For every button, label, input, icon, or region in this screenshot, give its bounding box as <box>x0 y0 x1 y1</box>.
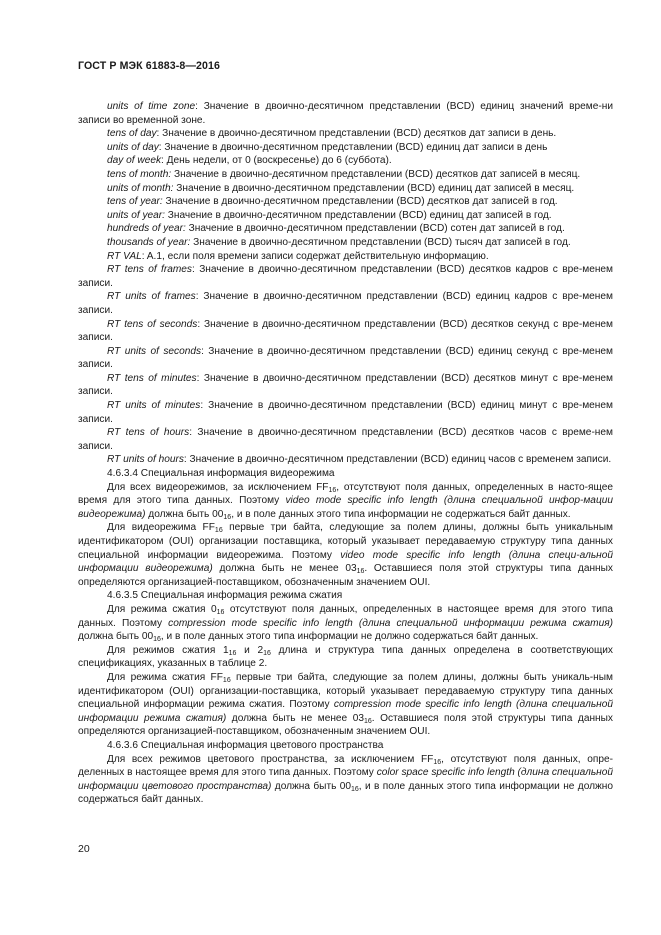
text-run: 16 <box>222 676 231 684</box>
text-run: Для режима сжатия FF <box>107 671 223 683</box>
term-italic: tens of day <box>107 128 157 140</box>
paragraph <box>78 141 613 155</box>
text-run: должна быть 00 <box>145 508 224 520</box>
paragraph <box>78 154 613 168</box>
paragraph <box>78 753 613 807</box>
paragraph <box>78 168 613 182</box>
term-italic: RT units of seconds <box>107 345 202 357</box>
term-italic: compression mode specific info length (длина специальной информации режима сжатия) <box>168 617 613 629</box>
term-italic: RT tens of minutes <box>107 372 197 384</box>
text-run: Значение в двоично-десятичном представлении (BCD) тысяч дат записей в год. <box>190 236 571 248</box>
text-run: : Значение в двоично-десятичном представлении (BCD) единиц секунд с вре-менем записи. <box>78 345 613 371</box>
paragraph <box>78 127 613 141</box>
paragraph <box>78 399 613 426</box>
text-run: , и в поле данных этого типа информации не содержаться байт данных. <box>231 508 571 520</box>
term-italic: units of month: <box>107 182 174 194</box>
text-run: : День недели, от 0 (воскресенье) до 6 (суббота). <box>161 155 392 167</box>
text-run: 16 <box>153 636 161 644</box>
text-run: Значение в двоично-десятичном представлении (BCD) десятков дат записей в год. <box>162 196 558 208</box>
term-italic: RT units of frames <box>107 291 196 303</box>
text-run: . Оставшиеся поля этой структуры типа данных определяются организацией-поставщиком, обозначенным значением OUI. <box>78 563 613 588</box>
text-run: : Значение в двоично-десятичном представлении (BCD) десятков кадров с вре-менем записи. <box>78 264 614 289</box>
term-italic: color space specific info length (длина специальной информации цветового пространства) <box>78 767 613 792</box>
text-run: . Оставшиеся поля этой структуры типа данных определяются организацией-поставщиком, обозначенным значением OUI. <box>78 712 613 738</box>
text-run: 16 <box>223 513 232 521</box>
paragraph <box>78 372 613 399</box>
term-italic: tens of month: <box>107 168 172 180</box>
term-italic: compression mode specific info length (длина специальной информации режима сжатия) <box>78 699 613 724</box>
paragraph <box>78 182 613 196</box>
text-run: должна быть 00 <box>78 631 154 643</box>
text-run: : Значение в двоично-десятичном представлении (BCD) единиц минут с вре-менем записи. <box>78 400 613 425</box>
paragraph <box>78 222 613 236</box>
text-run: Значение в двоично-десятичном представлении (BCD) единиц дат записей в месяц. <box>173 182 575 194</box>
text-run: , и в поле данных этого типа информации не должно содержаться байт данных. <box>160 631 539 643</box>
text-run: 16 <box>363 717 372 725</box>
text-run: : Значение в двоично-десятичном представлении (BCD) десятков часов с време-нем записи. <box>78 427 613 452</box>
text-run: : Значение в двоично-десятичном представлении (BCD) единиц значений време-ни записи во временной зоне. <box>78 101 613 126</box>
term-italic: RT units of minutes <box>107 400 201 412</box>
text-run: и 2 <box>236 644 264 656</box>
text-run: отсутствуют поля данных, определенных в настоящее время для этого типа данных. Поэтому <box>78 603 613 629</box>
term-italic: units of year: <box>107 209 165 221</box>
term-italic: video mode specific info length (длина специ-альной информации видеорежима) <box>78 549 613 575</box>
text-run: 16 <box>356 568 365 576</box>
text-run: 16 <box>263 649 271 657</box>
text-run: 16 <box>214 527 223 535</box>
paragraph <box>78 195 613 209</box>
text-run: : A.1, если поля времени записи содержат действительную информацию. <box>141 250 489 262</box>
term-italic: units of day <box>107 141 159 153</box>
text-run: Для режима сжатия 0 <box>107 603 217 615</box>
text-run: Значение в двоично-десятичном представлении (BCD) сотен дат записей в год. <box>185 223 565 235</box>
text-run: : Значение в двоично-десятичном представлении (BCD) единиц кадров с вре-менем записи. <box>78 291 613 316</box>
section-heading <box>78 739 613 753</box>
text-run: 16 <box>228 649 237 657</box>
text-run: первые три байта, следующие за полем длины, должны быть уникальным идентификатором (OUI) организации поставщика, который указывает передаваемую структуру типа данных специальной информации видеорежима. Поэтому <box>78 522 613 561</box>
paragraph <box>78 426 613 453</box>
text-run: Для режимов сжатия 1 <box>107 644 229 656</box>
term-italic: RT VAL <box>107 250 142 262</box>
paragraph <box>78 318 613 345</box>
text-run: длина и структура типа данных определена в соответствующих спецификациях, указанных в таблице 2. <box>78 644 613 670</box>
term-italic: thousands of year: <box>107 236 191 248</box>
text-run: первые три байта, следующие за полем длины, должны быть уникаль-ным идентификатором (OUI) организации-поставщика, который указывает передаваемую структуру типа данных специальной информации режима сжатия. Поэтому <box>78 671 614 711</box>
term-italic: units of time zone <box>107 101 196 112</box>
document-body <box>78 100 613 807</box>
text-run: , и в поле данных этого типа информации не должно содержаться байт данных. <box>78 780 614 806</box>
text-run: Для всех видеорежимов, за исключением FF <box>107 481 329 493</box>
text-run: 16 <box>216 608 225 616</box>
term-italic: day of week <box>107 155 162 167</box>
text-run: 4.6.3.4 Специальная информация видеорежима <box>107 468 335 480</box>
text-run: должна быть 00 <box>271 780 351 792</box>
paragraph <box>78 453 613 467</box>
text-run: Для всех режимов цветового пространства, за исключением FF <box>107 753 434 765</box>
term-italic: RT tens of frames <box>107 264 192 276</box>
text-run: : Значение в двоично-десятичном представлении (BCD) десятков секунд с вре-менем записи. <box>78 318 614 344</box>
text-run: должна быть не менее 03 <box>212 563 357 575</box>
text-run: : Значение в двоично-десятичном представлении (BCD) единиц дат записи в день <box>158 141 548 153</box>
paragraph <box>78 671 613 739</box>
paragraph <box>78 236 613 250</box>
section-heading <box>78 467 613 481</box>
term-italic: video mode specific info length (длина специальной инфор-мации видеорежима) <box>78 495 613 520</box>
text-run: : Значение в двоично-десятичном представлении (BCD) десятков минут с вре-менем записи. <box>78 372 613 398</box>
paragraph <box>78 290 613 317</box>
document-header: ГОСТ Р МЭК 61883-8—2016 <box>78 60 221 72</box>
paragraph <box>78 521 613 589</box>
text-run: Для видеорежима FF <box>107 522 215 534</box>
text-run: Значение в двоично-десятичном представлении (BCD) десятков дат записей в месяц. <box>171 168 581 180</box>
paragraph <box>78 345 613 372</box>
paragraph <box>78 100 613 127</box>
text-run: 16 <box>328 486 337 494</box>
text-run: Значение в двоично-десятичном представлении (BCD) единиц дат записей в год. <box>164 209 552 221</box>
text-run: : Значение в двоично-десятичном представлении (BCD) единиц часов с временем записи. <box>183 454 612 466</box>
term-italic: RT tens of hours <box>107 427 190 439</box>
text-run: 4.6.3.5 Специальная информация режима сжатия <box>107 590 343 602</box>
page-number: 20 <box>78 843 90 855</box>
text-run: , отсутствуют поля данных, опре-деленных в настоящее время для этого типа данных. Поэтому <box>78 753 613 779</box>
term-italic: tens of year: <box>107 196 163 208</box>
term-italic: hundreds of year: <box>107 223 186 235</box>
paragraph <box>78 209 613 223</box>
paragraph <box>78 250 613 264</box>
text-run: : Значение в двоично-десятичном представлении (BCD) десятков дат записи в день. <box>156 128 557 140</box>
term-italic: RT units of hours <box>107 454 184 466</box>
paragraph <box>78 263 613 290</box>
paragraph <box>78 481 613 522</box>
text-run: 16 <box>351 785 359 793</box>
text-run: должна быть не менее 03 <box>226 712 364 724</box>
term-italic: RT tens of seconds <box>107 318 198 330</box>
text-run: , отсутствуют поля данных, определенных в насто-ящее время для этого типа данных. Поэтому <box>78 481 613 507</box>
text-run: 4.6.3.6 Специальная информация цветового пространства <box>107 739 384 751</box>
section-heading <box>78 589 613 603</box>
paragraph <box>78 644 613 671</box>
text-run: 16 <box>433 758 442 766</box>
paragraph <box>78 603 613 644</box>
